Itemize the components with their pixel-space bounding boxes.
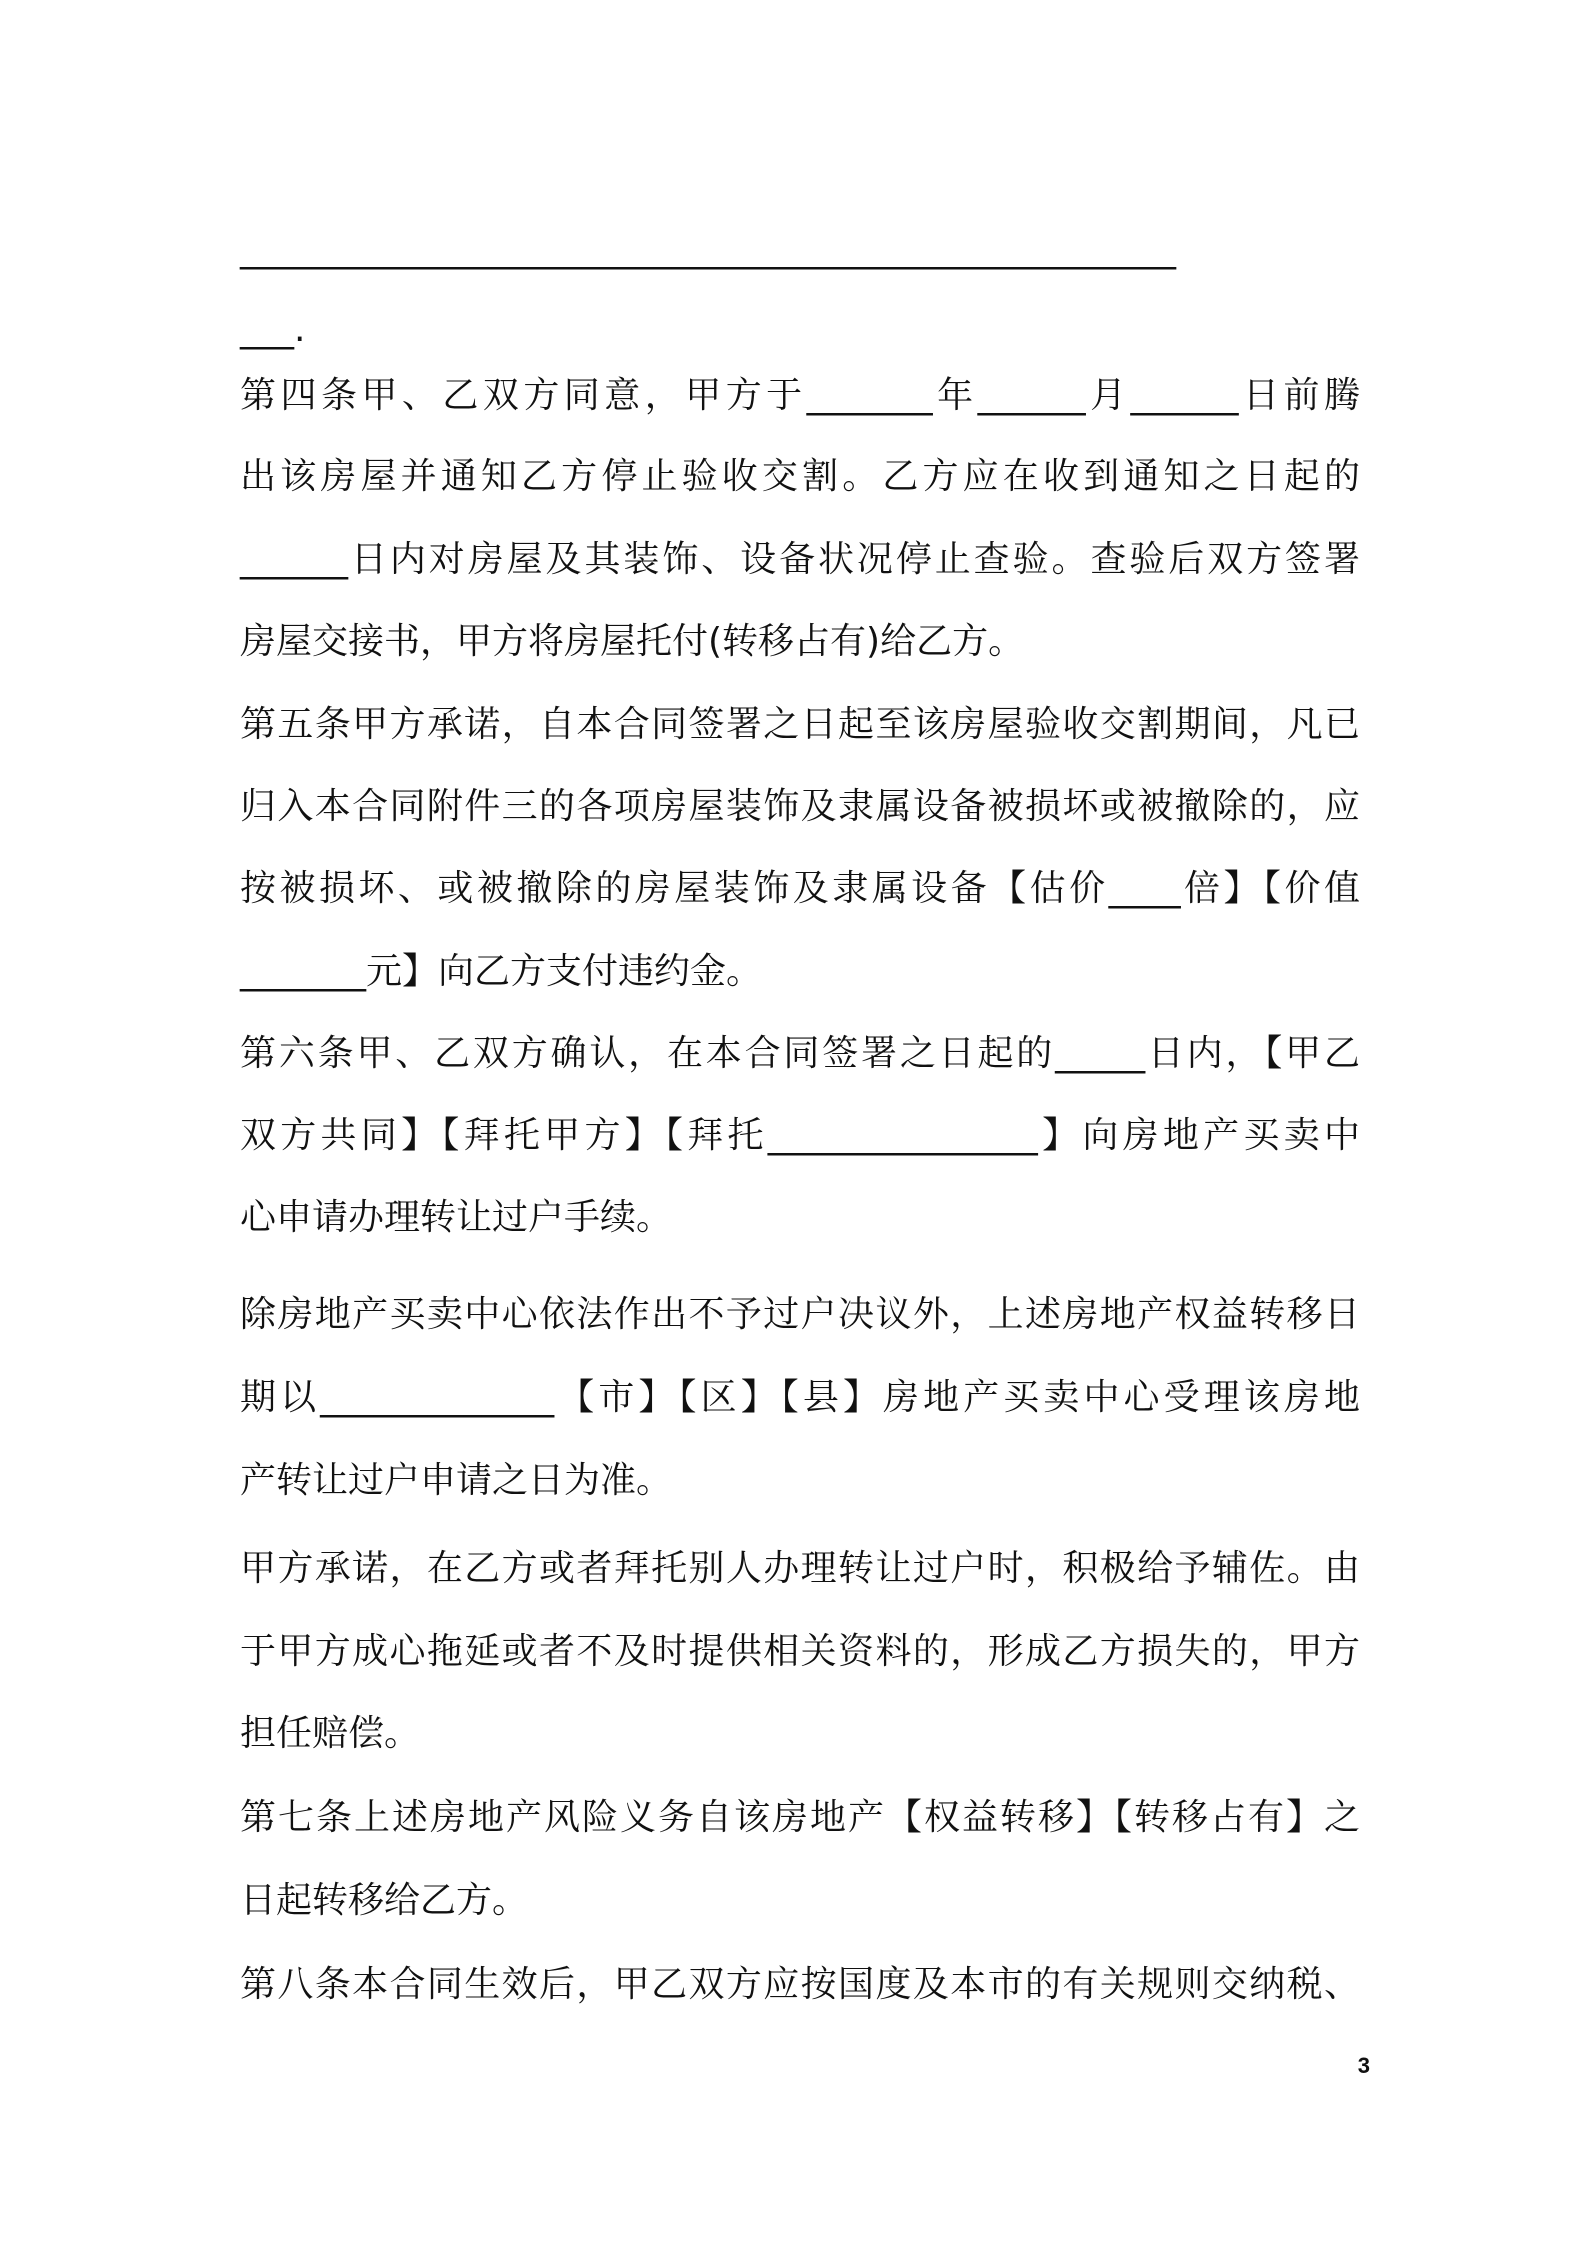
party-a-promise-line-1: 甲方承诺，在乙方或者拜托别人办理转让过户时，积极给予辅佐。由 xyxy=(240,1548,1360,1589)
article-6-line-1: 第六条甲、乙双方确认，在本合同签署之日起的_____日内，【甲乙 xyxy=(240,1033,1360,1074)
article-4-line-1: 第四条甲、乙双方同意，甲方于_______年______月______日前腾 xyxy=(240,375,1360,416)
party-a-promise-line-2: 于甲方成心拖延或者不及时提供相关资料的，形成乙方损失的，甲方 xyxy=(240,1631,1360,1672)
transfer-date-line-1: 除房地产买卖中心依法作出不予过户决议外，上述房地产权益转移日 xyxy=(240,1294,1360,1335)
transfer-date-line-2: 期以_____________【市】【区】【县】房地产买卖中心受理该房地 xyxy=(240,1377,1360,1418)
article-8-line-1: 第八条本合同生效后，甲乙双方应按国度及本市的有关规则交纳税、 xyxy=(240,1964,1360,2005)
blank-underline-end: ___. xyxy=(240,309,306,350)
party-a-promise-line-3: 担任赔偿。 xyxy=(240,1713,421,1754)
blank-underline-line: ____________________________________________________ xyxy=(240,229,1176,270)
transfer-date-line-3: 产转让过户申请之日为准。 xyxy=(240,1460,673,1501)
article-7-line-1: 第七条上述房地产风险义务自该房地产【权益转移】【转移占有】之 xyxy=(240,1797,1360,1838)
article-4-line-4: 房屋交接书，甲方将房屋托付(转移占有)给乙方。 xyxy=(240,621,1025,662)
page-number: 3 xyxy=(1357,2053,1370,2078)
article-6-line-3: 心申请办理转让过户手续。 xyxy=(240,1197,673,1238)
article-4-line-3: ______日内对房屋及其装饰、设备状况停止查验。查验后双方签署 xyxy=(240,539,1360,580)
article-5-line-1: 第五条甲方承诺，自本合同签署之日起至该房屋验收交割期间，凡已 xyxy=(240,704,1360,745)
article-4-line-2: 出该房屋并通知乙方停止验收交割。乙方应在收到通知之日起的 xyxy=(240,456,1360,497)
article-6-line-2: 双方共同】【拜托甲方】【拜托_______________】向房地产买卖中 xyxy=(240,1115,1360,1156)
article-5-line-4: _______元】向乙方支付违约金。 xyxy=(240,951,763,992)
article-5-line-3: 按被损坏、或被撤除的房屋装饰及隶属设备【估价____倍】【价值 xyxy=(240,868,1360,909)
article-7-line-2: 日起转移给乙方。 xyxy=(240,1880,529,1921)
article-5-line-2: 归入本合同附件三的各项房屋装饰及隶属设备被损坏或被撤除的，应 xyxy=(240,786,1360,827)
